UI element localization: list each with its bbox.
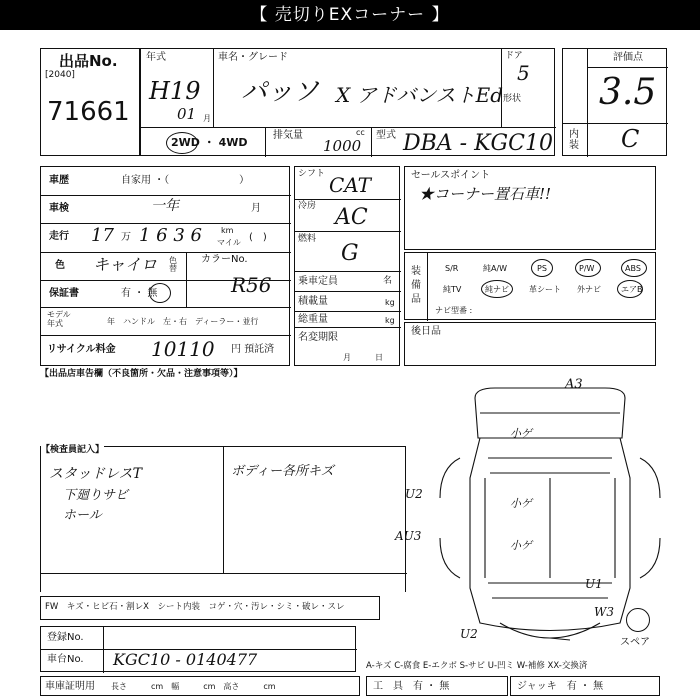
reg-label: 登録No. <box>47 632 84 643</box>
abs-circle <box>621 259 647 277</box>
fuel-value: G <box>341 241 359 266</box>
inspector-note-1: スタッドレスT <box>49 466 142 482</box>
shift-value: CAT <box>329 173 371 197</box>
sales-label: セールスポイント <box>411 170 491 181</box>
equip-leather: 革シート <box>529 285 561 294</box>
spare-tire-icon <box>626 608 650 632</box>
navi-circle <box>481 280 513 298</box>
fuel-label: 燃料 <box>298 234 317 244</box>
month-unit: 月 <box>203 114 211 123</box>
year-label: 年式 <box>146 52 166 63</box>
mileage-rest: 1 6 3 6 <box>139 225 202 246</box>
equip-airbag: エアB <box>621 285 643 294</box>
mileage-10k: 17 <box>91 225 114 246</box>
gross-unit: kg <box>385 316 395 325</box>
center-mark-1: 小ゲ <box>510 427 532 440</box>
pw-circle <box>575 259 601 277</box>
mark-u1: U1 <box>585 577 603 591</box>
equip-alloy: 純A/W <box>483 264 508 273</box>
month-value: 01 <box>177 105 197 123</box>
ac-value: AC <box>335 205 368 230</box>
history-box <box>40 166 290 366</box>
ac-label: 冷房 <box>298 201 317 211</box>
shape-label: 形状 <box>503 94 522 104</box>
inspection-month: 月 <box>251 203 261 214</box>
model-label: 型式 <box>376 130 396 141</box>
warranty-options: 有 ・ 無 <box>121 288 158 299</box>
warranty-label: 保証書 <box>49 288 79 299</box>
body-note: ボディー各所キズ <box>231 464 334 479</box>
sales-text: ★コーナー置石車!! <box>419 185 552 203</box>
navi-model-label: ナビ型番 : <box>435 306 473 315</box>
jack-label: ジャッキ 有 ・ 無 <box>517 681 604 692</box>
model-year-row: 年 ハンドル 左・右 ディーラー・並行 <box>107 317 259 326</box>
recycle-unit: 円 預託済 <box>231 344 275 355</box>
car-grade: X アドバンストEd <box>336 83 503 107</box>
interior-value: C <box>621 125 640 153</box>
color-change-label: 色替 <box>169 256 177 273</box>
color-label: 色 <box>55 260 65 271</box>
equip-ps: PS <box>537 264 547 273</box>
car-info-box <box>140 48 555 156</box>
lot-box <box>40 48 140 156</box>
displacement-label: 排気量 <box>273 130 303 141</box>
capacity-unit: 名 <box>383 276 393 286</box>
doors-value: 5 <box>517 61 530 85</box>
garage-cert-row <box>40 676 360 696</box>
mileage-label: 走行 <box>49 231 69 242</box>
color-no-label: カラーNo. <box>201 254 248 265</box>
name-label: 車名・グレード <box>218 52 288 63</box>
lot-label: 出品No. <box>59 52 118 70</box>
score-value: 3.5 <box>599 72 657 113</box>
equip-navi: 純ナビ <box>485 285 509 294</box>
inspection-value: 一年 <box>151 198 179 214</box>
equipment-box <box>404 252 656 320</box>
fw-row <box>40 596 380 620</box>
cc-unit: cc <box>356 128 365 137</box>
score-box <box>562 48 667 156</box>
model-value: DBA - KGC10 <box>403 131 553 156</box>
inspector-label: 【検査員記入】 <box>41 445 105 455</box>
gross-label: 総重量 <box>298 314 328 325</box>
recycle-value: 10110 <box>151 337 215 361</box>
year-value: H19 <box>149 77 201 105</box>
equip-ext-navi: 外ナビ <box>577 285 601 294</box>
history-options: 自家用 ・（ ） <box>121 175 250 186</box>
chassis-value: KGC10 - 0140477 <box>113 650 258 669</box>
equip-abs: ABS <box>625 264 641 273</box>
specs-box <box>294 166 400 366</box>
capacity-label: 乗車定員 <box>298 276 338 287</box>
fw-text: FW キズ・ヒビ石・割レX シート内装 コゲ・穴・汚レ・シミ・破レ・スレ <box>45 602 345 612</box>
color-no-value: R56 <box>231 273 272 297</box>
inspector-note-2: 下廻りサビ <box>63 488 129 503</box>
mile-unit: マイル <box>217 238 241 247</box>
equip-pw: P/W <box>579 264 595 273</box>
drive-circle <box>166 132 198 154</box>
equipment-label: 装備品 <box>411 266 421 305</box>
displacement-value: 1000 <box>323 137 362 155</box>
cert-cols: 長さ cm 幅 cm 高さ cm <box>111 682 276 691</box>
later-items-box <box>404 322 656 366</box>
mark-u2-bottom: U2 <box>460 627 478 641</box>
spare-label: スペア <box>620 637 650 648</box>
mark-a3: A3 <box>565 377 583 392</box>
drive-label: 2WD ・ 4WD <box>171 136 248 149</box>
mark-u2-left: U2 <box>405 487 423 501</box>
recycle-label: リサイクル料金 <box>47 344 116 355</box>
mark-au3: AU3 <box>395 529 422 543</box>
equip-sr: S/R <box>445 264 459 273</box>
ps-circle <box>531 259 553 277</box>
later-label: 後日品 <box>411 326 441 337</box>
model-year-label: モデル年式 <box>47 310 71 328</box>
mileage-man: 万 <box>121 232 131 243</box>
dealer-notes-label: 【出品店車告欄（不良箇所・欠品・注意事項等）】 <box>40 369 243 379</box>
center-mark-2: 小ゲ <box>510 497 532 510</box>
interior-label: 内装 <box>569 129 579 151</box>
registration-box <box>40 626 356 672</box>
lot-bracket: [2040] <box>45 70 75 80</box>
history-label: 車歴 <box>49 175 69 186</box>
name-change-label: 名変期限 <box>298 332 338 343</box>
center-mark-3: 小ゲ <box>510 539 532 552</box>
shift-label: シフト <box>298 169 326 179</box>
door-label: ドア <box>505 51 523 61</box>
inspector-note-3: ホール <box>63 508 102 523</box>
km-unit: km <box>221 226 234 235</box>
chassis-label: 車台No. <box>47 654 84 665</box>
corner-banner: 【 売切りEXコーナー 】 <box>0 0 700 30</box>
load-unit: kg <box>385 298 395 307</box>
tools-label: 工 具 有 ・ 無 <box>373 681 450 692</box>
cert-label: 車庫証明用 <box>45 681 95 692</box>
equip-tv: 純TV <box>443 285 462 294</box>
jack-row <box>510 676 660 696</box>
mileage-note: ( ) <box>249 232 267 243</box>
color-value: キャイロ <box>93 255 158 274</box>
score-label: 評価点 <box>613 52 643 63</box>
car-name: パッソ <box>241 77 320 107</box>
airbag-circle <box>617 280 643 298</box>
load-label: 積載量 <box>298 296 328 307</box>
name-change-units: 月 日 <box>343 353 383 362</box>
lot-number: 71661 <box>47 97 130 127</box>
car-damage-diagram <box>400 378 700 648</box>
legend-text: A-キズ C-腐食 E-エクボ S-サビ U-凹ミ W-補修 XX-交換済 <box>366 661 588 671</box>
tools-row <box>366 676 508 696</box>
inspector-box <box>40 446 406 592</box>
sales-point-box <box>404 166 656 250</box>
mark-w3: W3 <box>594 605 614 619</box>
warranty-circle <box>149 283 171 303</box>
inspection-label: 車検 <box>49 203 69 214</box>
